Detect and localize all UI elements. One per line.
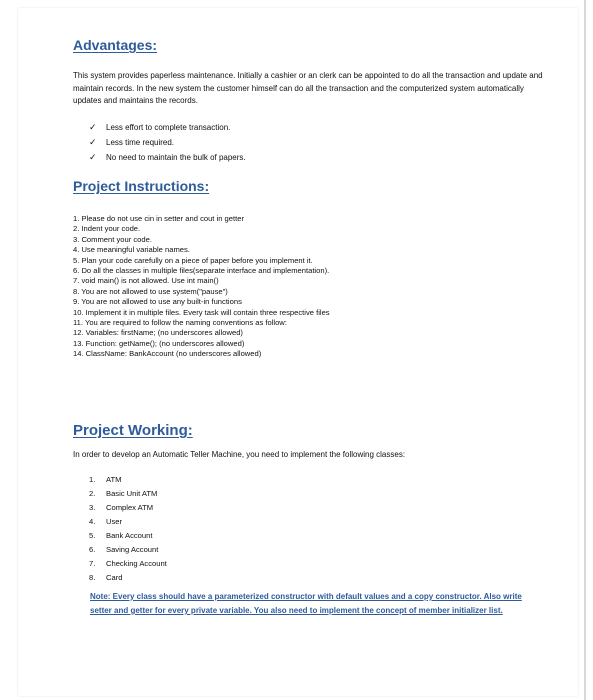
list-item <box>89 571 167 585</box>
list-item <box>89 515 167 529</box>
note-text: Note: Every class should have a parameterized constructor with default values and a copy constructor. Also write setter and getter for every private variable. You also need to implement the concept of member initializer list. <box>90 592 522 615</box>
list-item <box>89 120 246 135</box>
list-item-text: Less effort to complete transaction. <box>106 123 231 132</box>
classes-list <box>89 473 167 585</box>
list-item <box>89 150 246 165</box>
list-number: 2. <box>89 489 96 498</box>
list-item <box>89 135 246 150</box>
list-item <box>89 487 167 501</box>
list-item <box>89 473 167 487</box>
advantages-paragraph: This system provides paperless maintenance. Initially a cashier or an clerk can be appointed to do all the transaction and update and maintain records. In the new system the customer himself can do all the transaction and the computerized system automatically updates and maintains the records. <box>73 71 543 105</box>
list-item <box>89 529 167 543</box>
list-item-text: Less time required. <box>106 138 175 147</box>
class-name: Bank Account <box>106 531 153 540</box>
list-item: 10. Implement it in multiple files. Every task will contain three respective files <box>73 307 330 317</box>
list-item: 8. You are not allowed to use system("pause") <box>73 286 228 296</box>
list-item: 3. Comment your code. <box>73 234 152 244</box>
page-edge <box>584 0 586 700</box>
check-icon: ✓ <box>89 152 97 162</box>
class-name: User <box>106 517 123 526</box>
list-number: 1. <box>89 475 96 484</box>
list-number: 8. <box>89 573 96 582</box>
list-item: 2. Indent your code. <box>73 224 141 234</box>
check-icon: ✓ <box>89 122 97 132</box>
instructions-list <box>73 214 330 360</box>
list-item: 9. You are not allowed to use any built-in functions <box>73 297 242 307</box>
list-item-text: No need to maintain the bulk of papers. <box>106 153 246 162</box>
list-item: 4. Use meaningful variable names. <box>73 245 190 255</box>
list-item: 1. Please do not use cin in setter and cout in getter <box>73 214 244 223</box>
list-item: 6. Do all the classes in multiple files(separate interface and implementation). <box>73 266 330 276</box>
list-item: 7. void main() is not allowed. Use int main() <box>73 276 219 286</box>
instructions-heading: Project Instructions: <box>73 178 210 194</box>
class-name: Card <box>106 573 123 582</box>
list-item <box>89 557 167 571</box>
class-name: Complex ATM <box>106 503 154 512</box>
class-name: ATM <box>106 475 122 484</box>
advantages-heading: Advantages: <box>73 37 158 53</box>
list-item: 12. Variables: firstName; (no underscores allowed) <box>73 328 243 338</box>
advantages-list <box>89 120 246 165</box>
list-number: 6. <box>89 545 96 554</box>
list-item: 5. Plan your code carefully on a piece of paper before you implement it. <box>73 255 313 265</box>
class-name: Saving Account <box>106 545 159 554</box>
list-item <box>89 501 167 515</box>
list-number: 3. <box>89 503 96 512</box>
class-name: Basic Unit ATM <box>106 489 158 498</box>
list-item <box>89 543 167 557</box>
list-number: 4. <box>89 517 96 526</box>
list-item: 13. Function: getName(); (no underscores allowed) <box>73 338 245 348</box>
class-name: Checking Account <box>106 559 167 568</box>
working-heading: Project Working: <box>73 422 193 439</box>
working-intro: In order to develop an Automatic Teller Machine, you need to implement the following classes: <box>73 450 406 459</box>
list-item: 14. ClassName: BankAccount (no underscores allowed) <box>73 349 262 359</box>
list-item: 11. You are required to follow the naming conventions as follow: <box>73 318 287 328</box>
list-number: 7. <box>89 559 96 568</box>
list-number: 5. <box>89 531 96 540</box>
check-icon: ✓ <box>89 137 97 147</box>
